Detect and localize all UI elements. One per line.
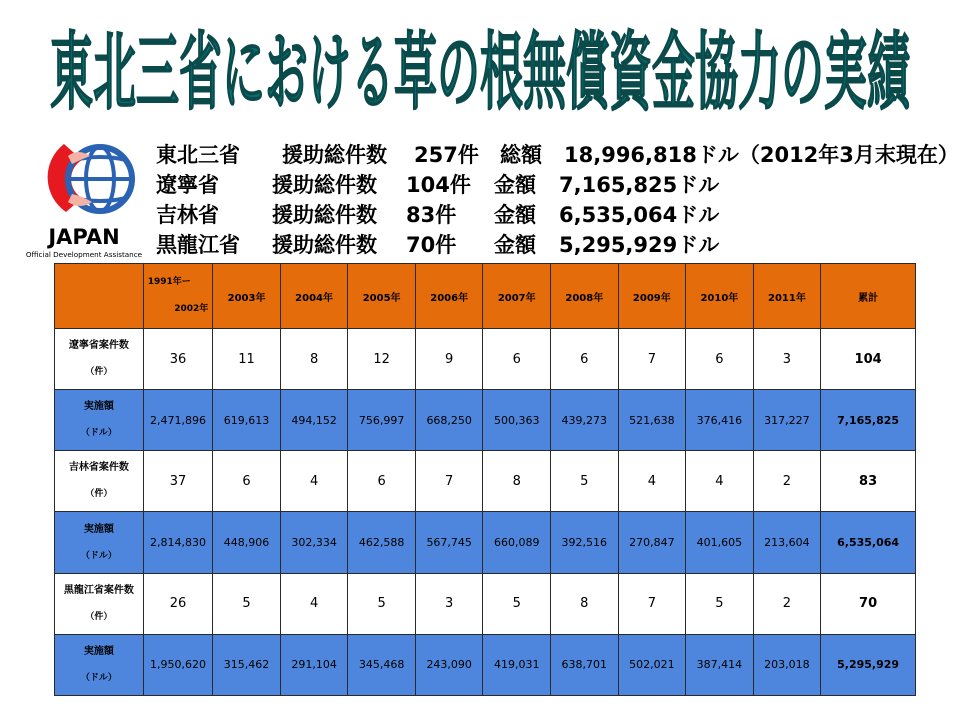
summary-count: 257件 (414, 143, 479, 167)
table-cell: 392,516 (551, 512, 619, 573)
summary-row-jilin (156, 200, 946, 230)
table-cell: 26 (143, 573, 213, 634)
table-cell-total: 70 (821, 573, 916, 634)
summary-row-heilongjiang (156, 230, 946, 260)
table-cell: 502,021 (618, 634, 686, 695)
table-cell: 7 (415, 451, 483, 512)
summary-block (156, 140, 959, 260)
table-row (55, 573, 916, 634)
table-cell: 448,906 (213, 512, 281, 573)
table-cell-total: 7,165,825 (821, 390, 916, 451)
table-cell: 37 (143, 451, 213, 512)
table-cell: 315,462 (213, 634, 281, 695)
oda-emblem-icon (48, 144, 132, 212)
row-label-text: 実施額 (83, 401, 114, 413)
table-cell: 4 (686, 451, 754, 512)
row-label-text: 遼寧省案件数 (68, 340, 129, 352)
summary-amount: 7,165,825ドル (559, 173, 720, 197)
header-cell: 2006年 (415, 264, 483, 329)
table-cell: 4 (280, 451, 348, 512)
table-cell: 7 (618, 329, 686, 390)
summary-count-label: 援助総件数 (282, 143, 387, 167)
table-cell: 8 (280, 329, 348, 390)
table-cell: 5 (686, 573, 754, 634)
table-cell: 3 (415, 573, 483, 634)
table-cell: 9 (415, 329, 483, 390)
table-cell: 2,471,896 (143, 390, 213, 451)
table-cell: 3 (753, 329, 821, 390)
page-title-text: 東北三省における草の根無償資金協力の実績 (49, 23, 913, 122)
summary-region: 遼寧省 (156, 173, 219, 197)
row-label (55, 573, 144, 634)
table-cell: 8 (551, 573, 619, 634)
table-row (55, 451, 916, 512)
table-cell: 8 (483, 451, 551, 512)
summary-amount-label: 金額 (494, 233, 536, 257)
row-label (55, 390, 144, 451)
table-cell-total: 104 (821, 329, 916, 390)
table-cell: 7 (618, 573, 686, 634)
row-label (55, 512, 144, 573)
table-cell: 2,814,830 (143, 512, 213, 573)
header-cell: 2009年 (618, 264, 686, 329)
table-cell: 6 (348, 451, 416, 512)
summary-row-total (156, 140, 959, 170)
table-cell: 36 (143, 329, 213, 390)
summary-count: 83件 (406, 203, 457, 227)
table-cell: 376,416 (686, 390, 754, 451)
results-table-wrap (54, 263, 916, 696)
table-cell: 387,414 (686, 634, 754, 695)
summary-region: 黒龍江省 (156, 233, 240, 257)
header-cell: 2005年 (348, 264, 416, 329)
summary-region: 吉林省 (156, 203, 219, 227)
table-cell: 419,031 (483, 634, 551, 695)
page-title (30, 6, 930, 124)
table-cell: 6 (686, 329, 754, 390)
row-label (55, 329, 144, 390)
table-row (55, 634, 916, 695)
header-cell: 2004年 (280, 264, 348, 329)
table-cell: 567,745 (415, 512, 483, 573)
table-cell: 5 (213, 573, 281, 634)
summary-amount-label: 総額 (500, 143, 542, 167)
header-cell: 2011年 (753, 264, 821, 329)
logo-subtext: Official Development Assistance (25, 250, 143, 259)
row-label-unit: （件） (85, 489, 113, 500)
table-cell: 270,847 (618, 512, 686, 573)
summary-count-label: 援助総件数 (272, 203, 377, 227)
summary-row-liaoning (156, 170, 946, 200)
header-cell (143, 264, 213, 329)
table-cell: 5 (551, 451, 619, 512)
row-label-unit: （ドル） (80, 550, 117, 561)
table-cell: 500,363 (483, 390, 551, 451)
table-cell: 619,613 (213, 390, 281, 451)
table-cell: 345,468 (348, 634, 416, 695)
row-label-unit: （ドル） (80, 672, 117, 683)
row-label-unit: （ドル） (80, 428, 117, 439)
japan-oda-logo (24, 126, 148, 262)
row-label (55, 451, 144, 512)
table-cell: 521,638 (618, 390, 686, 451)
summary-count-label: 援助総件数 (272, 173, 377, 197)
table-cell: 5 (483, 573, 551, 634)
table-cell: 6 (213, 451, 281, 512)
table-cell: 5 (348, 573, 416, 634)
table-cell: 291,104 (280, 634, 348, 695)
row-label-text: 実施額 (83, 645, 114, 657)
summary-count: 70件 (406, 233, 457, 257)
row-label (55, 634, 144, 695)
table-cell: 2 (753, 573, 821, 634)
table-cell: 668,250 (415, 390, 483, 451)
table-cell: 302,334 (280, 512, 348, 573)
table-row (55, 512, 916, 573)
header-cell: 2010年 (686, 264, 754, 329)
table-cell: 213,604 (753, 512, 821, 573)
summary-count: 104件 (406, 173, 471, 197)
table-cell: 243,090 (415, 634, 483, 695)
table-cell: 6 (551, 329, 619, 390)
row-label-unit: （件） (85, 367, 113, 378)
row-label-text: 実施額 (83, 523, 114, 535)
row-label-unit: （件） (85, 611, 113, 622)
table-cell: 494,152 (280, 390, 348, 451)
table-header-row (55, 264, 916, 329)
table-cell: 4 (280, 573, 348, 634)
table-cell: 462,588 (348, 512, 416, 573)
table-cell: 756,997 (348, 390, 416, 451)
table-cell: 11 (213, 329, 281, 390)
header-cell: 2008年 (551, 264, 619, 329)
summary-region: 東北三省 (156, 143, 240, 167)
table-cell: 638,701 (551, 634, 619, 695)
table-cell: 1,950,620 (143, 634, 213, 695)
results-table (54, 263, 916, 696)
table-cell: 2 (753, 451, 821, 512)
summary-amount: 18,996,818ドル（2012年3月末現在） (564, 143, 959, 167)
table-cell: 401,605 (686, 512, 754, 573)
table-cell: 12 (348, 329, 416, 390)
header-cell-total: 累計 (821, 264, 916, 329)
table-cell: 6 (483, 329, 551, 390)
summary-count-label: 援助総件数 (272, 233, 377, 257)
table-cell-total: 83 (821, 451, 916, 512)
table-cell: 4 (618, 451, 686, 512)
header-cell: 2007年 (483, 264, 551, 329)
table-cell-total: 5,295,929 (821, 634, 916, 695)
row-label-text: 黒龍江省案件数 (63, 584, 134, 596)
summary-amount: 5,295,929ドル (559, 233, 720, 257)
logo-text: JAPAN (48, 225, 120, 249)
table-cell: 439,273 (551, 390, 619, 451)
summary-amount-label: 金額 (494, 203, 536, 227)
table-cell-total: 6,535,064 (821, 512, 916, 573)
summary-amount-label: 金額 (494, 173, 536, 197)
header-corner (55, 264, 144, 329)
table-cell: 660,089 (483, 512, 551, 573)
table-cell: 317,227 (753, 390, 821, 451)
summary-amount: 6,535,064ドル (559, 203, 720, 227)
row-label-text: 吉林省案件数 (68, 462, 129, 474)
header-range-end: 2002年 (174, 304, 209, 314)
table-row (55, 390, 916, 451)
table-cell: 203,018 (753, 634, 821, 695)
table-row (55, 329, 916, 390)
header-cell: 2003年 (213, 264, 281, 329)
header-range-start: 1991年ー (147, 277, 191, 287)
